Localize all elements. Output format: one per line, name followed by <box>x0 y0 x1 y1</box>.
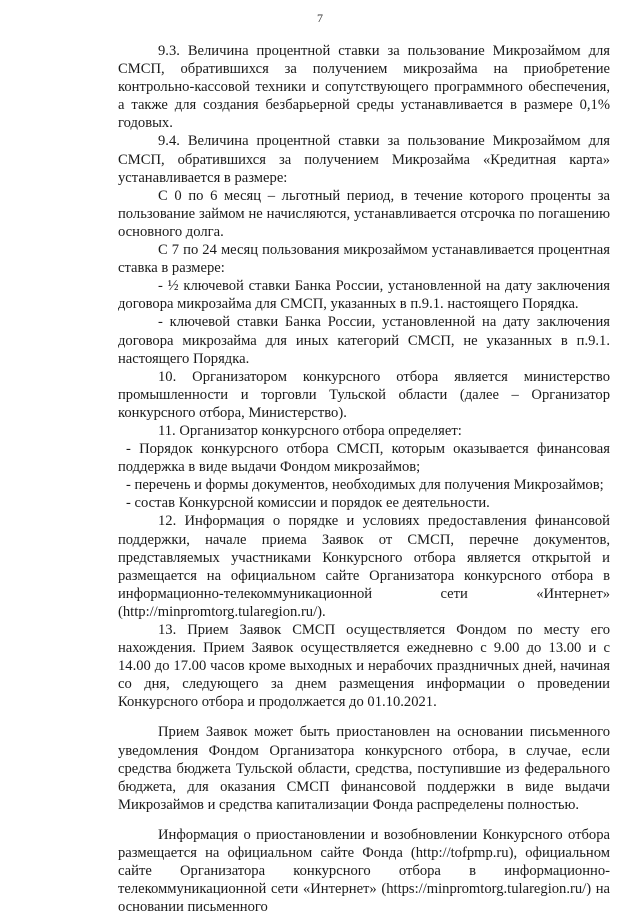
paragraph-grace-period: С 0 по 6 месяц – льготный период, в течение которого проценты за пользование займом не начисляются, устанавливается отсрочка по погашению основного долга. <box>118 187 610 240</box>
paragraph-9-4: 9.4. Величина процентной ставки за пользование Микрозаймом для СМСП, обратившихся за получением Микрозайма «Кредитная карта» устанавливается в размере: <box>118 133 610 186</box>
paragraph-13: 13. Прием Заявок СМСП осуществляется Фондом по месту его нахождения. Прием Заявок осуществляется ежедневно с 9.00 до 13.00 и с 14.00 до 17.00 часов кроме выходных и нерабочих праздничных дней, начиная со дня, следующего за днем размещения информации о проведении Конкурсного отбора и продолжается до 01.10.2021. <box>118 622 610 711</box>
paragraph-11: 11. Организатор конкурсного отбора определяет: <box>158 422 462 439</box>
list-item-procedure: - Порядок конкурсного отбора СМСП, которым оказывается финансовая поддержка в виде выдачи Фондом микрозаймов; <box>118 441 610 476</box>
paragraph-suspension: Прием Заявок может быть приостановлен на основании письменного уведомления Фондом Организатора конкурсного отбора, в случае, если средства бюджета Тульской области, средства, поступившие из федерального бюджета, для оказания СМСП финансовой поддержки в виде выдачи Микрозаймов и средства капитализации Фонда распределены полностью. <box>118 724 610 813</box>
paragraph-10: 10. Организатором конкурсного отбора является министерство промышленности и торговли Тульской области (далее – Организатор конкурсного отбора, Министерство). <box>118 368 610 421</box>
paragraph-key-rate: - ключевой ставки Банка России, установленной на дату заключения договора микрозайма для иных категорий СМСП, не указанных в п.9.1. настоящего Порядка. <box>118 314 610 367</box>
paragraph-rate-period: С 7 по 24 месяц пользования микрозаймом устанавливается процентная ставка в размере: <box>118 242 610 277</box>
page-number: 7 <box>317 11 323 25</box>
paragraph-suspension-info: Информация о приостановлении и возобновлении Конкурсного отбора размещается на официальном сайте Фонда (http://tofpmp.ru), официальном сайте Организатора конкурсного отбора в информационно-телекоммуникационной сети «Интернет» (https://minpromtorg.tularegion.ru/) на основании письменного <box>118 826 610 916</box>
paragraph-12: 12. Информация о порядке и условиях предоставления финансовой поддержки, начале приема Заявок от СМСП, перечне документов, представляемых участниками Конкурсного отбора является открытой и размещается на официальном сайте Организатора конкурсного отбора в информационно-телекоммуникационной сети «Интернет» (http://minpromtorg.tularegion.ru/). <box>118 513 610 620</box>
list-item-commission: - состав Конкурсной комиссии и порядок ее деятельности. <box>126 495 490 512</box>
list-item-documents: - перечень и формы документов, необходимых для получения Микрозаймов; <box>126 477 604 494</box>
paragraph-half-key-rate: - ½ ключевой ставки Банка России, установленной на дату заключения договора микрозайма для СМСП, указанных в п.9.1. настоящего Порядка. <box>118 278 610 313</box>
paragraph-9-3: 9.3. Величина процентной ставки за пользование Микрозаймом для СМСП, обратившихся за получением микрозайма на приобретение контрольно-кассовой техники и сопутствующего программного обеспечения, а также для создания безбарьерной среды устанавливается в размере 0,1% годовых. <box>118 43 610 132</box>
